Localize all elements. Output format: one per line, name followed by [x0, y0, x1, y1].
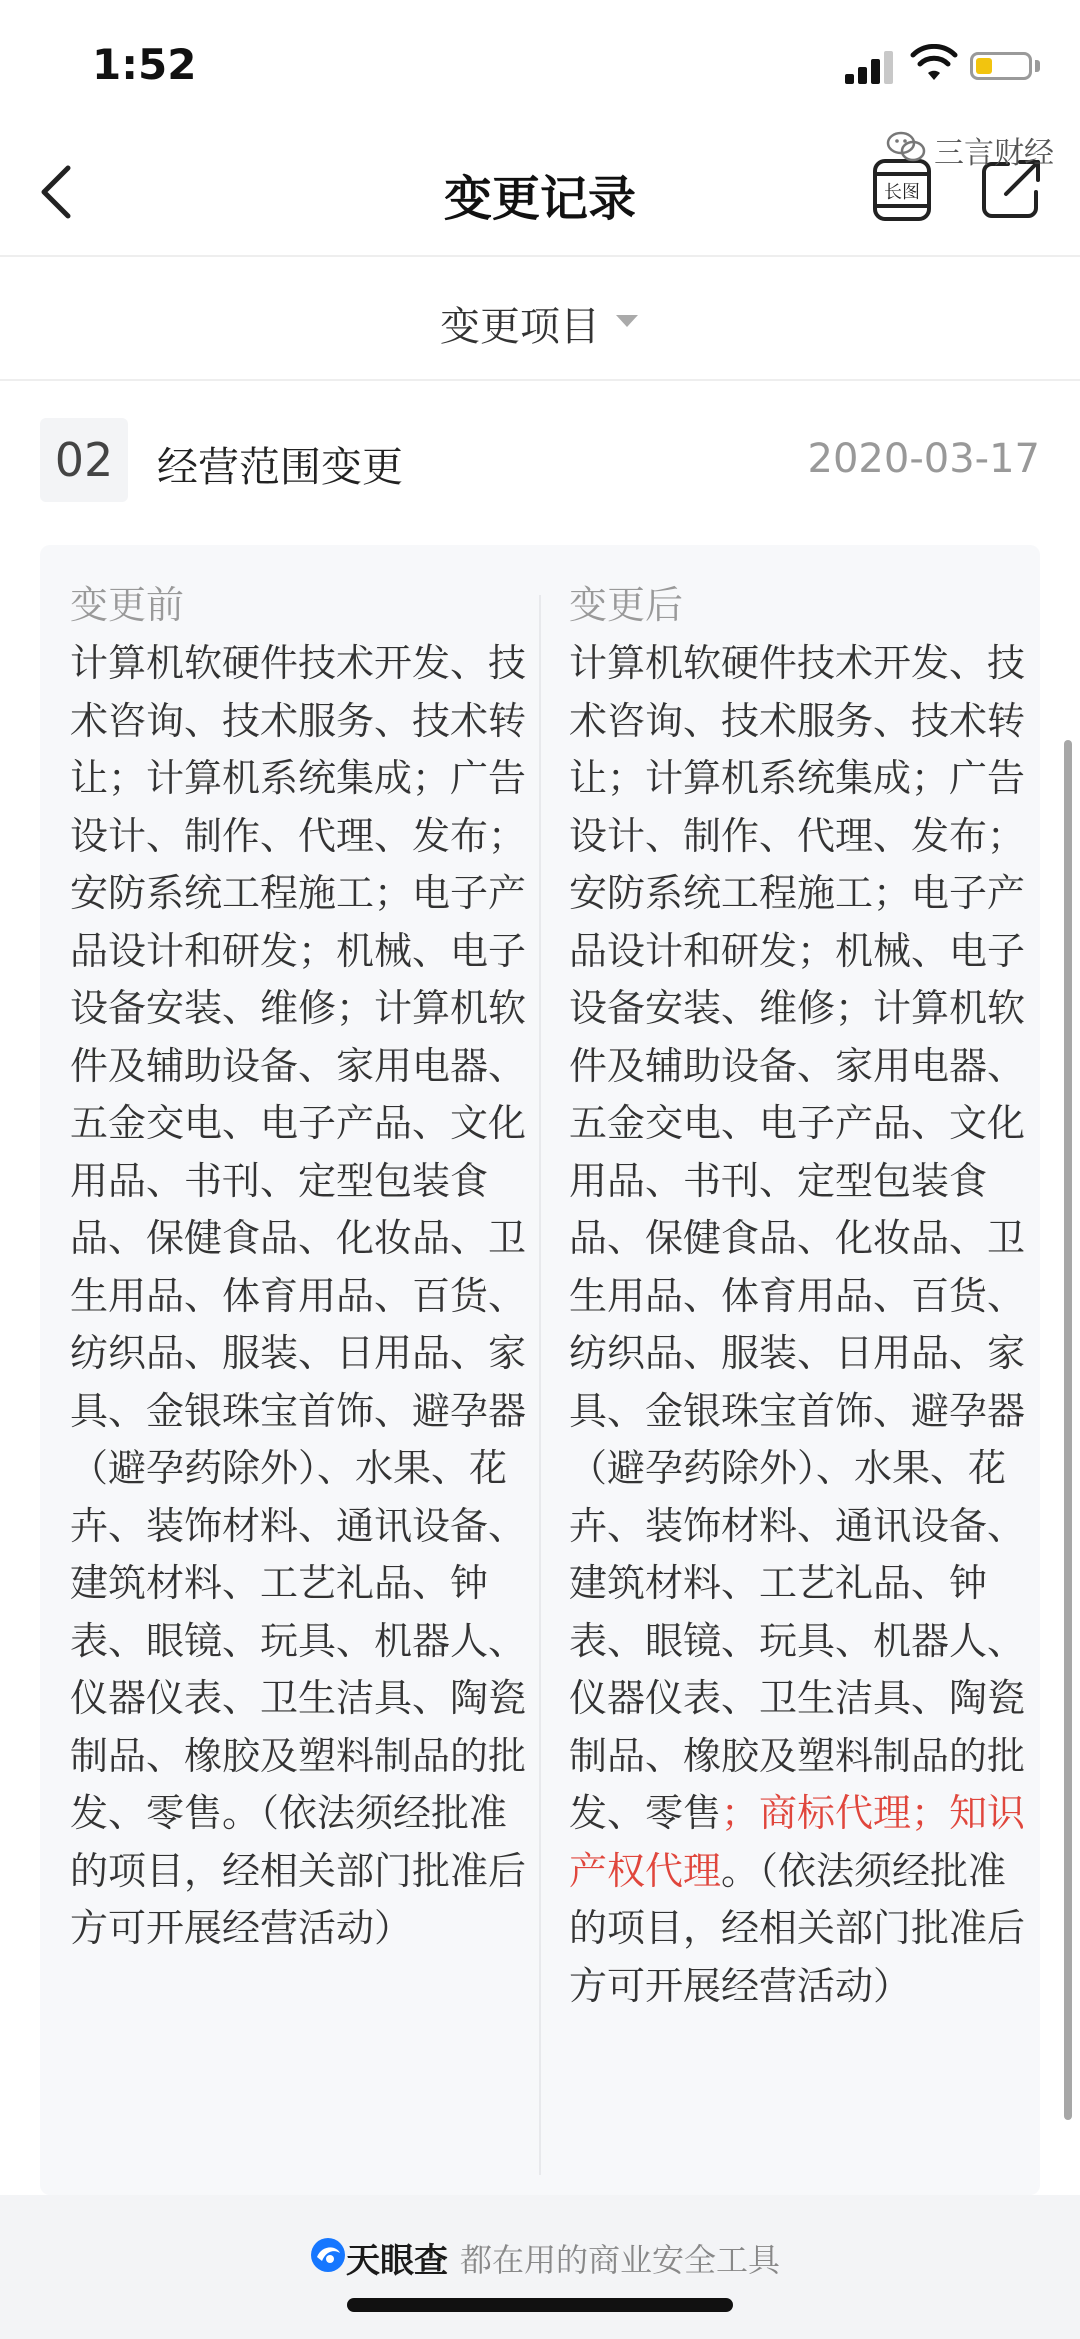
- long-image-icon: [872, 158, 932, 222]
- after-text-highlight: ；商标代理；知识产权代理: [569, 1791, 1026, 1893]
- record-number: 02: [40, 418, 128, 502]
- scrollbar[interactable]: [1064, 740, 1072, 2120]
- wifi-icon: [910, 44, 958, 84]
- footer: [0, 2195, 1080, 2339]
- before-label: 变更前: [70, 583, 185, 627]
- filter-bar[interactable]: [0, 257, 1080, 381]
- column-divider: [539, 595, 541, 2175]
- change-item-filter[interactable]: 变更项目: [440, 304, 600, 350]
- page-title: 变更记录: [443, 171, 636, 227]
- status-bar: [0, 0, 1080, 130]
- wechat-icon: [886, 130, 926, 164]
- after-text-part2: 。（依法须经批准的项目，经相关部门批准后方可开展经营活动）: [569, 1848, 1026, 2008]
- long-image-button[interactable]: [872, 158, 932, 222]
- tianyancha-logo-icon: [308, 2235, 348, 2275]
- cellular-signal-icon: [845, 50, 895, 84]
- after-label: 变更后: [569, 583, 684, 627]
- before-text: 计算机软硬件技术开发、技术咨询、技术服务、技术转让；计算机系统集成；广告设计、制作、代理、发布；安防系统工程施工；电子产品设计和研发；机械、电子设备安装、维修；计算机软件及辅助设备、家用电器、五金交电、电子产品、文化用品、书刊、定型包装食品、保健食品、化妆品、卫生用品、体育用品、百货、纺织品、服装、日用品、家具、金银珠宝首饰、避孕器（避孕药除外）、水果、花卉、装饰材料、通讯设备、建筑材料、工艺礼品、钟表、眼镜、玩具、机器人、仪器仪表、卫生洁具、陶瓷制品、橡胶及塑料制品的批发、零售。（依法须经批准的项目，经相关部门批准后方可开展经营活动）: [70, 641, 527, 1950]
- status-time: 1:52: [92, 40, 197, 89]
- brand-name: 天眼查: [346, 2241, 448, 2281]
- record-type: 经营范围变更: [157, 443, 403, 491]
- long-image-label: 长图: [884, 182, 920, 203]
- brand-slogan: 都在用的商业安全工具: [460, 2241, 781, 2279]
- after-text-part1: 计算机软硬件技术开发、技术咨询、技术服务、技术转让；计算机系统集成；广告设计、制作、代理、发布；安防系统工程施工；电子产品设计和研发；机械、电子设备安装、维修；计算机软件及辅助设备、家用电器、五金交电、电子产品、文化用品、书刊、定型包装食品、保健食品、化妆品、卫生用品、体育用品、百货、纺织品、服装、日用品、家具、金银珠宝首饰、避孕器（避孕药除外）、水果、花卉、装饰材料、通讯设备、建筑材料、工艺礼品、钟表、眼镜、玩具、机器人、仪器仪表、卫生洁具、陶瓷制品、橡胶及塑料制品的批发、零售: [569, 641, 1026, 1835]
- record-date: 2020-03-17: [807, 436, 1040, 482]
- watermark-text: 三言财经: [934, 136, 1054, 171]
- caret-down-icon: [616, 315, 638, 327]
- before-column: [70, 575, 530, 1958]
- change-comparison-card: [40, 545, 1040, 2195]
- battery-icon: [970, 52, 1032, 80]
- after-column: [569, 575, 1029, 2015]
- after-text: [569, 635, 1029, 2015]
- home-indicator[interactable]: [347, 2298, 733, 2312]
